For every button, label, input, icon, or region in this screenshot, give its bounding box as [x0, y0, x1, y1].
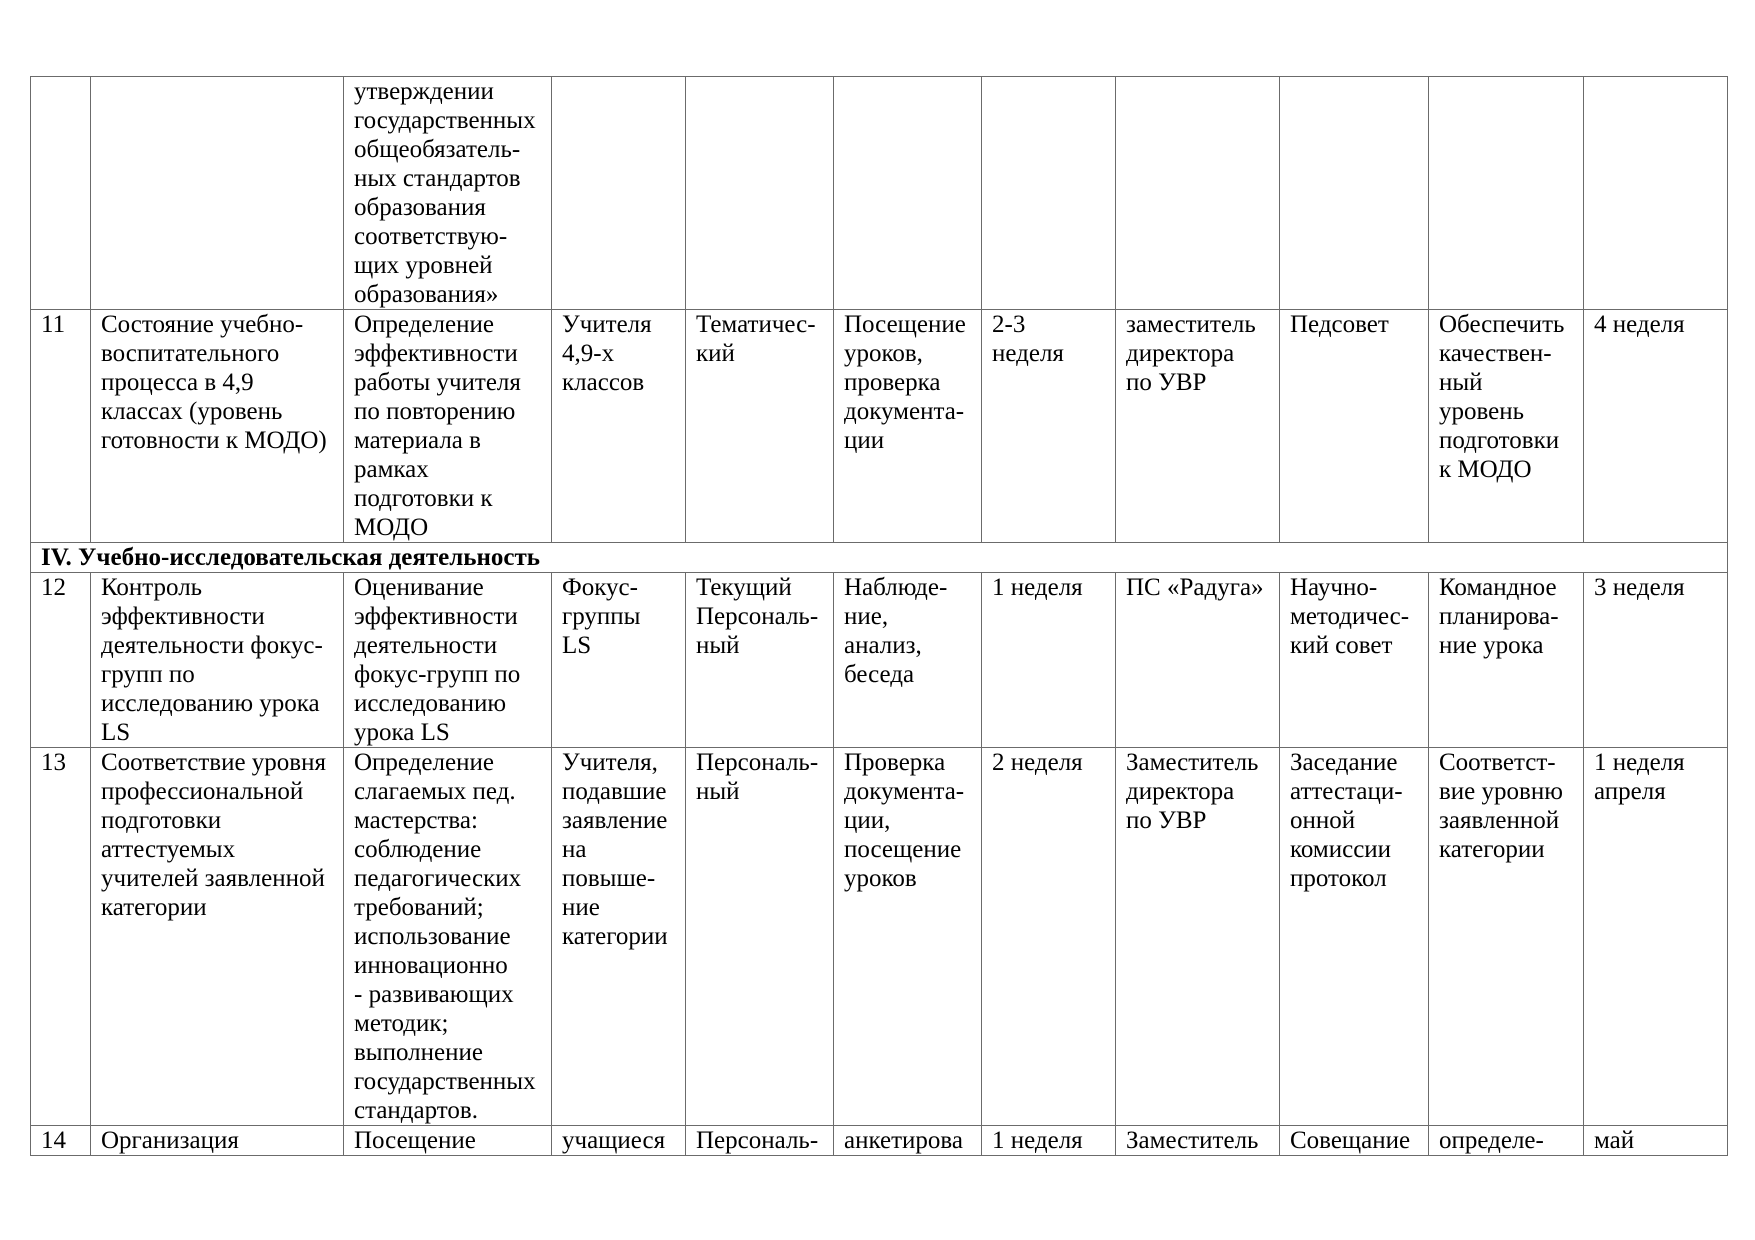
table-row — [31, 573, 1728, 748]
cell-type — [686, 77, 834, 310]
cell-responsible: заместитель директора по УВР — [1116, 310, 1280, 543]
cell-topic — [91, 77, 344, 310]
cell-responsible: Заместитель — [1116, 1126, 1280, 1156]
cell-type: Текущий Персональ- ный — [686, 573, 834, 748]
cell-topic: Соответствие уровня профессиональной подготовки аттестуемых учителей заявленной категории — [91, 748, 344, 1126]
cell-num: 13 — [31, 748, 91, 1126]
cell-decision: Командное планирова- ние урока — [1429, 573, 1584, 748]
cell-repeat: 3 неделя — [1584, 573, 1728, 748]
cell-repeat: 4 неделя — [1584, 310, 1728, 543]
cell-decision: определе- — [1429, 1126, 1584, 1156]
cell-topic: Состояние учебно- воспитательного процесса в 4,9 классах (уровень готовности к МОДО) — [91, 310, 344, 543]
cell-method: анкетирова — [834, 1126, 982, 1156]
cell-term — [982, 77, 1116, 310]
cell-result: Совещание — [1280, 1126, 1429, 1156]
cell-object: Учителя, подавшие заявление на повыше- ние категории — [552, 748, 686, 1126]
cell-topic: Контроль эффективности деятельности фокус- групп по исследованию урока LS — [91, 573, 344, 748]
section-title: IV. Учебно-исследовательская деятельность — [31, 543, 1728, 573]
table-row — [31, 310, 1728, 543]
cell-responsible — [1116, 77, 1280, 310]
cell-object: Учителя 4,9-х классов — [552, 310, 686, 543]
cell-num: 11 — [31, 310, 91, 543]
cell-topic: Организация — [91, 1126, 344, 1156]
cell-object: Фокус- группы LS — [552, 573, 686, 748]
cell-repeat — [1584, 77, 1728, 310]
table-row — [31, 1126, 1728, 1156]
cell-method: Наблюде- ние, анализ, беседа — [834, 573, 982, 748]
table-row — [31, 748, 1728, 1126]
cell-goal: Определение слагаемых пед. мастерства: соблюдение педагогических требований; использование инновационно - развивающих методик; выполнение государственных стандартов. — [344, 748, 552, 1126]
cell-term: 2 неделя — [982, 748, 1116, 1126]
cell-term: 2-3 неделя — [982, 310, 1116, 543]
cell-goal: Оценивание эффективности деятельности фокус-групп по исследованию урока LS — [344, 573, 552, 748]
cell-type: Персональ- ный — [686, 748, 834, 1126]
section-header-row — [31, 543, 1728, 573]
table-row — [31, 77, 1728, 310]
cell-type: Тематичес- кий — [686, 310, 834, 543]
cell-repeat: 1 неделя апреля — [1584, 748, 1728, 1126]
cell-responsible: Заместитель директора по УВР — [1116, 748, 1280, 1126]
cell-type: Персональ- — [686, 1126, 834, 1156]
cell-decision — [1429, 77, 1584, 310]
cell-result: Заседание аттестаци- онной комиссии протокол — [1280, 748, 1429, 1126]
cell-goal: Определение эффективности работы учителя по повторению материала в рамках подготовки к МОДО — [344, 310, 552, 543]
cell-num: 14 — [31, 1126, 91, 1156]
cell-num: 12 — [31, 573, 91, 748]
cell-decision: Соответст- вие уровню заявленной категории — [1429, 748, 1584, 1126]
cell-responsible: ПС «Радуга» — [1116, 573, 1280, 748]
cell-method: Проверка документа- ции, посещение уроков — [834, 748, 982, 1126]
cell-result — [1280, 77, 1429, 310]
cell-method — [834, 77, 982, 310]
cell-term: 1 неделя — [982, 573, 1116, 748]
cell-object — [552, 77, 686, 310]
cell-result: Научно- методичес- кий совет — [1280, 573, 1429, 748]
cell-goal: Посещение — [344, 1126, 552, 1156]
cell-term: 1 неделя — [982, 1126, 1116, 1156]
cell-repeat: май — [1584, 1126, 1728, 1156]
cell-goal: утверждении государственных общеобязатель- ных стандартов образования соответствую- щих уровней образования» — [344, 77, 552, 310]
control-plan-table — [30, 76, 1728, 1156]
cell-num — [31, 77, 91, 310]
cell-result: Педсовет — [1280, 310, 1429, 543]
cell-object: учащиеся — [552, 1126, 686, 1156]
cell-method: Посещение уроков, проверка документа- ции — [834, 310, 982, 543]
cell-decision: Обеспечить качествен- ный уровень подготовки к МОДО — [1429, 310, 1584, 543]
